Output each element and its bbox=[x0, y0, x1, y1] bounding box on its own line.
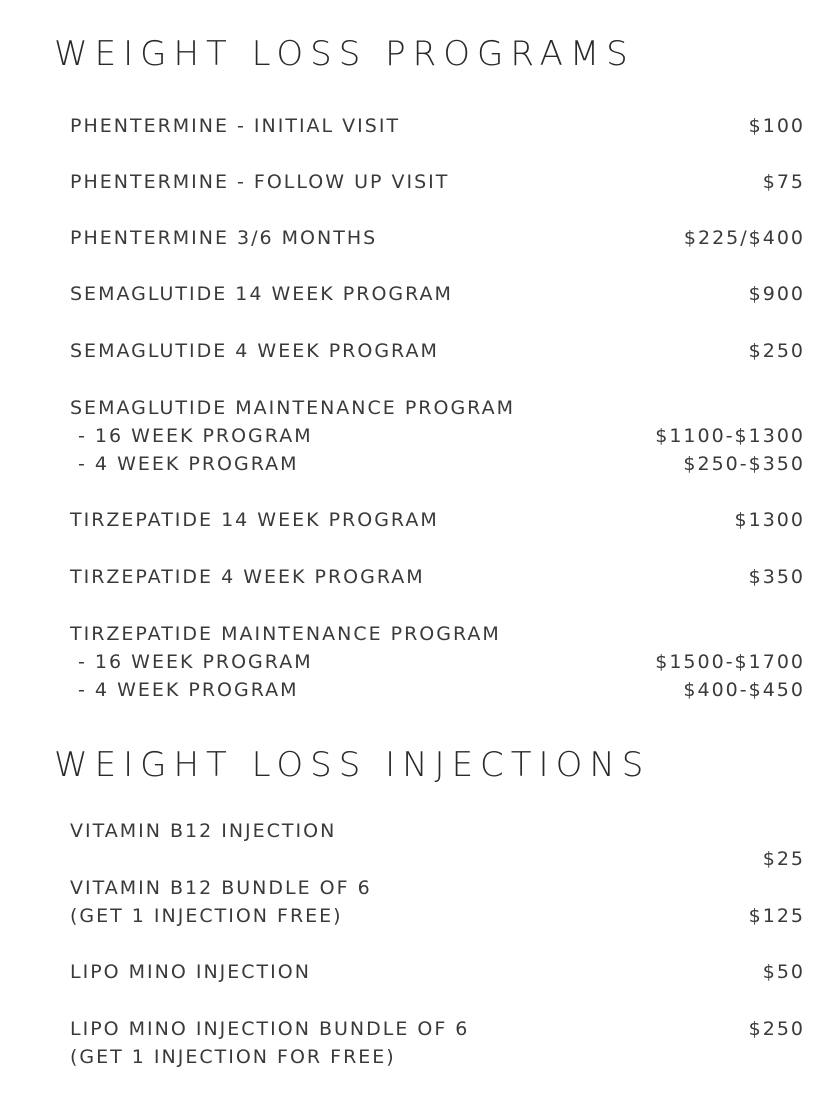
programs-heading: WEIGHT LOSS PROGRAMS bbox=[54, 34, 635, 74]
item-sub-label: - 16 WEEK PROGRAM bbox=[70, 425, 313, 447]
item-group-label: TIRZEPATIDE MAINTENANCE PROGRAM bbox=[70, 623, 501, 645]
item-sub-price: $1500-$1700 bbox=[655, 651, 805, 673]
item-price: $350 bbox=[748, 566, 805, 588]
item-price: $1300 bbox=[734, 509, 805, 531]
item-sub-price: $1100-$1300 bbox=[655, 425, 805, 447]
item-label-note: (GET 1 INJECTION FREE) bbox=[70, 905, 343, 927]
item-label: LIPO MINO INJECTION bbox=[70, 961, 311, 983]
item-label: TIRZEPATIDE 14 WEEK PROGRAM bbox=[70, 509, 439, 531]
item-label-note: (GET 1 INJECTION FOR FREE) bbox=[70, 1046, 396, 1068]
item-label: SEMAGLUTIDE 4 WEEK PROGRAM bbox=[70, 340, 439, 362]
item-label: PHENTERMINE - FOLLOW UP VISIT bbox=[70, 171, 450, 193]
item-label: SEMAGLUTIDE 14 WEEK PROGRAM bbox=[70, 283, 453, 305]
item-price: $125 bbox=[748, 905, 805, 927]
item-label: VITAMIN B12 BUNDLE OF 6 bbox=[70, 877, 372, 899]
item-price: $50 bbox=[762, 961, 805, 983]
item-price: $25 bbox=[762, 848, 805, 870]
item-price: $250 bbox=[748, 340, 805, 362]
item-label: PHENTERMINE - INITIAL VISIT bbox=[70, 115, 401, 137]
injections-heading: WEIGHT LOSS INJECTIONS bbox=[54, 745, 651, 785]
item-sub-price: $250-$350 bbox=[683, 453, 805, 475]
item-label: LIPO MINO INJECTION BUNDLE OF 6 bbox=[70, 1018, 470, 1040]
item-sub-label: - 4 WEEK PROGRAM bbox=[70, 453, 299, 475]
item-group-label: SEMAGLUTIDE MAINTENANCE PROGRAM bbox=[70, 397, 515, 419]
item-label: TIRZEPATIDE 4 WEEK PROGRAM bbox=[70, 566, 425, 588]
item-sub-label: - 4 WEEK PROGRAM bbox=[70, 679, 299, 701]
item-sub-price: $400-$450 bbox=[683, 679, 805, 701]
item-label: VITAMIN B12 INJECTION bbox=[70, 820, 337, 842]
item-price: $100 bbox=[748, 115, 805, 137]
item-price: $900 bbox=[748, 283, 805, 305]
item-price: $250 bbox=[748, 1018, 805, 1040]
item-price: $75 bbox=[762, 171, 805, 193]
item-label: PHENTERMINE 3/6 MONTHS bbox=[70, 227, 378, 249]
item-sub-label: - 16 WEEK PROGRAM bbox=[70, 651, 313, 673]
item-price: $225/$400 bbox=[683, 227, 805, 249]
